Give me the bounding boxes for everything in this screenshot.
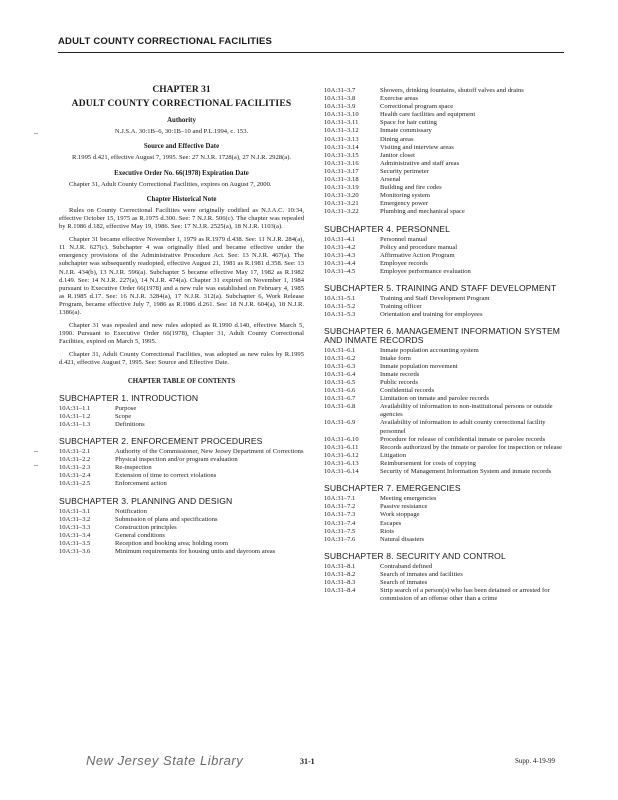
- section-title: Employee performance evaluation: [380, 267, 471, 275]
- section-number: 10A:31–3.21: [324, 200, 359, 208]
- section-title: Employee records: [380, 259, 428, 267]
- section-number: 10A:31–8.4: [324, 587, 356, 595]
- section-number: 10A:31–8.3: [324, 579, 356, 587]
- section-title: Emergency power: [380, 200, 429, 208]
- section-title: Reception and booking area; holding room: [115, 540, 228, 548]
- subchapter-heading: SUBCHAPTER 7. EMERGENCIES: [324, 483, 461, 494]
- toc-entry: [324, 119, 566, 127]
- section-title: Purpose: [115, 404, 137, 412]
- toc-entry: [324, 87, 566, 95]
- historical-note-paragraph: Rules on County Correctional Facilities were originally codified as N.J.A.C. 10:34, effective October 15, 1975 as R.1975 d.300. See: 7 N.J.R. 506(c). The chapter was repealed by R.1986 d.182, effective May 19, 1986. See: 17 N.J.R. 2525(a), 18 N.J.R. 1103(a).: [59, 206, 304, 231]
- toc-entry: [324, 444, 566, 452]
- historical-note-heading: Chapter Historical Note: [146, 195, 217, 203]
- toc-entry: [324, 144, 566, 152]
- section-title: Arsenal: [380, 176, 401, 184]
- toc-entry: [324, 168, 566, 176]
- toc-entry: [324, 511, 566, 519]
- toc-entry: [324, 371, 566, 379]
- section-number: 10A:31–1.3: [59, 420, 91, 428]
- chapter-number: CHAPTER 31: [152, 85, 211, 95]
- toc-entry: [324, 587, 566, 603]
- section-title: Space for hair cutting: [380, 119, 437, 127]
- toc-entry: [324, 347, 566, 355]
- toc-entry: [324, 244, 566, 252]
- section-number: 10A:31–6.2: [324, 354, 356, 362]
- subchapter-heading: SUBCHAPTER 1. INTRODUCTION: [59, 392, 199, 403]
- subchapter-heading: SUBCHAPTER 8. SECURITY AND CONTROL: [324, 550, 506, 561]
- section-title: Janitor closet: [380, 151, 415, 159]
- section-number: 10A:31–6.3: [324, 362, 356, 370]
- section-title: Orientation and training for employees: [380, 311, 483, 319]
- section-title: Exercise areas: [380, 95, 418, 103]
- toc-entry: [324, 200, 566, 208]
- toc-entry: [324, 528, 566, 536]
- section-number: 10A:31–6.14: [324, 468, 359, 476]
- section-title: Search of inmates and facilities: [380, 570, 463, 578]
- toc-entry: [324, 495, 566, 503]
- toc-entry: [59, 524, 304, 532]
- section-title: Riots: [380, 527, 394, 535]
- section-number: 10A:31–2.5: [59, 480, 91, 488]
- section-number: 10A:31–3.20: [324, 192, 359, 200]
- toc-entry: [324, 452, 566, 460]
- section-title: Procedure for release of confidential inmate or parolee records: [380, 435, 546, 443]
- margin-mark-icon: ‒: [34, 446, 38, 455]
- section-title: Extension of time to correct violations: [115, 472, 217, 480]
- toc-entry: [324, 136, 566, 144]
- section-number: 10A:31–3.12: [324, 127, 359, 135]
- section-number: 10A:31–6.9: [324, 419, 356, 427]
- section-title: Records authorized by the inmate or parolee for inspection or release: [380, 443, 562, 451]
- executive-order-text: Chapter 31, Adult County Correctional Facilities, expires on August 7, 2000.: [69, 180, 272, 188]
- section-title: Minimum requirements for housing units and dayroom areas: [115, 548, 276, 556]
- section-title: Reimbursement for costs of copying: [380, 459, 476, 467]
- toc-entry: [324, 111, 566, 119]
- section-number: 10A:31–6.11: [324, 443, 359, 451]
- section-number: 10A:31–4.1: [324, 235, 356, 243]
- section-number: 10A:31–3.9: [324, 103, 356, 111]
- toc-entry: [324, 536, 566, 544]
- section-number: 10A:31–3.17: [324, 167, 359, 175]
- section-number: 10A:31–4.5: [324, 267, 356, 275]
- section-title: Inmate population accounting system: [380, 346, 479, 354]
- toc-entry: [324, 268, 566, 276]
- margin-mark-icon: ‒: [34, 460, 38, 469]
- toc-entry: [324, 355, 566, 363]
- section-title: Health care facilities and equipment: [380, 111, 476, 119]
- toc-entry: [324, 363, 566, 371]
- toc-entry: [324, 436, 566, 444]
- historical-note-paragraph: Chapter 31 was repealed and new rules adopted as R.1990 d.140, effective March 5, 1990. Pursuant to Executive Order 66(1978), Chapter 31, Adult County Correctional Facilities, expired on March 5, 1995.: [59, 322, 304, 346]
- section-title: Security perimeter: [380, 167, 429, 175]
- toc-entry: [324, 403, 566, 419]
- section-title: Policy and procedure manual: [380, 243, 458, 251]
- section-number: 10A:31–1.2: [59, 412, 91, 420]
- running-header: ADULT COUNTY CORRECTIONAL FACILITIES: [58, 36, 273, 47]
- toc-entry: [324, 419, 566, 435]
- toc-entry: [324, 468, 566, 476]
- toc-entry: [324, 103, 566, 111]
- section-number: 10A:31–2.1: [59, 448, 91, 456]
- toc-entry: [324, 563, 566, 571]
- section-title: Showers, drinking fountains, shutoff valves and drains: [380, 87, 524, 94]
- section-number: 10A:31–7.3: [324, 511, 356, 519]
- toc-entry: [324, 208, 566, 216]
- toc-entry: [59, 548, 304, 556]
- toc-entry: [324, 303, 566, 311]
- toc-entry: [324, 387, 566, 395]
- authority-heading: Authority: [167, 117, 196, 125]
- section-title: Administrative and staff areas: [380, 159, 460, 167]
- section-number: 10A:31–6.8: [324, 403, 356, 411]
- section-title: Natural disasters: [380, 535, 425, 543]
- toc-entry: [59, 421, 304, 429]
- section-number: 10A:31–2.3: [59, 464, 91, 472]
- section-number: 10A:31–1.1: [59, 404, 91, 412]
- section-number: 10A:31–6.5: [324, 379, 356, 386]
- section-title: Work stoppage: [380, 511, 420, 519]
- toc-entry: [59, 456, 304, 464]
- section-number: 10A:31–6.4: [324, 370, 356, 378]
- section-title: Contraband defined: [380, 562, 433, 570]
- toc-entry: [324, 160, 566, 168]
- section-number: 10A:31–8.2: [324, 570, 356, 578]
- toc-left: [59, 394, 304, 557]
- section-title: Monitoring system: [380, 192, 431, 200]
- subchapter-heading: SUBCHAPTER 3. PLANNING AND DESIGN: [59, 495, 233, 506]
- section-number: 10A:31–6.7: [324, 395, 356, 403]
- section-number: 10A:31–3.16: [324, 159, 359, 167]
- section-number: 10A:31–3.7: [324, 87, 356, 94]
- section-title: Enforcement action: [115, 480, 167, 488]
- section-title: Dining areas: [380, 135, 414, 143]
- section-number: 10A:31–7.2: [324, 503, 356, 511]
- section-number: 10A:31–6.6: [324, 387, 356, 395]
- section-number: 10A:31–3.22: [324, 208, 359, 216]
- toc-right-continued: [324, 87, 566, 217]
- toc-entry: [324, 311, 566, 319]
- section-number: 10A:31–3.3: [59, 523, 91, 531]
- section-title: General conditions: [115, 531, 165, 539]
- section-title: Scope: [115, 412, 132, 420]
- historical-note-paragraph: Chapter 31 became effective November 1, 1979 as R.1979 d.438. See: 11 N.J.R. 284(a), 11 N.J.R. 627(c). Subchapter 4 was originally filed and became effective under the emergency provisions of the Administrative Procedure Act. See: 13 N.J.R. 467(a). The subchapter was subsequently readopted, effective August 21, 1981 as R.1981 d.358. See: 13 N.J.R. 434(b), 13 N.J.R. 596(a). Subchapter 5 became effective May 17, 1982 as R.1982 d.149. See: 14 N.J.R. 227(a), 14 N.J.R. 474(a). Chapter 31 expired on November 1, 1984 pursuant to Executive Order 66(1978) and a new rule was established on February 4, 1985 as R.1985 d.17. See: 16 N.J.R. 3284(a), 17 N.J.R. 312(a). Subchapter 6, Work Release Program, became effective July 7, 1986 as R.1986 d.261. See: 18 N.J.R. 604(a), 18 N.J.R. 1386(a).: [59, 236, 304, 316]
- toc-entry: [59, 508, 304, 516]
- section-number: 10A:31–3.18: [324, 176, 359, 184]
- section-number: 10A:31–3.10: [324, 111, 359, 119]
- section-number: 10A:31–2.2: [59, 456, 91, 464]
- toc-entry: [59, 516, 304, 524]
- toc-entry: [59, 405, 304, 413]
- section-number: 10A:31–6.12: [324, 451, 359, 459]
- section-title: Confidential records: [380, 387, 435, 395]
- toc-entry: [59, 464, 304, 472]
- section-title: Inmate records: [380, 370, 420, 378]
- toc-entry: [59, 532, 304, 540]
- section-title: Re-inspection: [115, 464, 152, 472]
- section-number: 10A:31–4.3: [324, 251, 356, 259]
- section-number: 10A:31–7.6: [324, 535, 356, 543]
- section-number: 10A:31–3.8: [324, 95, 356, 103]
- subchapter-heading: SUBCHAPTER 2. ENFORCEMENT PROCEDURES: [59, 436, 263, 446]
- section-title: Inmate population movement: [380, 362, 458, 370]
- toc-entry: [324, 127, 566, 135]
- section-title: Training and Staff Development Program: [380, 295, 490, 303]
- toc-entry: [324, 379, 566, 387]
- section-title: Building and fire codes: [380, 184, 442, 192]
- toc-entry: [59, 413, 304, 421]
- section-number: 10A:31–4.4: [324, 259, 356, 267]
- toc-entry: [324, 184, 566, 192]
- section-title: Training officer: [380, 303, 422, 311]
- toc-entry: [324, 395, 566, 403]
- section-number: 10A:31–3.1: [59, 507, 91, 515]
- subchapter-heading: SUBCHAPTER 5. TRAINING AND STAFF DEVELOPMENT: [324, 283, 557, 294]
- header-rule: [58, 52, 564, 53]
- section-title: Security of Management Information System and inmate records: [380, 468, 552, 476]
- section-title: Visiting and interview areas: [380, 143, 454, 151]
- toc-entry: [324, 503, 566, 511]
- section-title: Public records: [380, 379, 418, 386]
- section-number: 10A:31–3.15: [324, 151, 359, 159]
- section-number: 10A:31–6.10: [324, 435, 359, 443]
- toc-entry: [324, 460, 566, 468]
- section-title: Litigation: [380, 451, 407, 459]
- section-title: Affirmative Action Program: [380, 251, 455, 259]
- toc-entry: [324, 260, 566, 268]
- section-number: 10A:31–2.4: [59, 472, 91, 480]
- section-number: 10A:31–3.5: [59, 540, 91, 548]
- section-title: Submission of plans and specifications: [115, 515, 218, 523]
- section-title: Availability of information to adult county correctional facility personnel: [380, 419, 546, 435]
- toc-entry: [324, 252, 566, 260]
- section-title: Construction principles: [115, 523, 177, 531]
- section-number: 10A:31–3.13: [324, 135, 359, 143]
- section-number: 10A:31–3.11: [324, 119, 359, 127]
- section-title: Authority of the Commissioner, New Jersey Department of Corrections: [115, 448, 304, 456]
- supplement-date: Supp. 4-19-99: [515, 757, 556, 765]
- section-number: 10A:31–6.1: [324, 346, 356, 354]
- historical-note-paragraph: Chapter 31, Adult County Correctional Facilities, was adopted as new rules by R.1995 d.421, effective August 7, 1995. See: Source and Effective Date.: [59, 351, 304, 367]
- section-title: Personnel manual: [380, 235, 428, 243]
- executive-order-heading: Executive Order No. 66(1978) Expiration Date: [114, 169, 249, 177]
- section-number: 10A:31–3.4: [59, 531, 91, 539]
- section-number: 10A:31–3.2: [59, 515, 91, 523]
- section-number: 10A:31–3.19: [324, 184, 359, 192]
- margin-mark-icon: ‒: [34, 128, 38, 137]
- section-number: 10A:31–5.3: [324, 311, 356, 319]
- section-number: 10A:31–3.6: [59, 548, 91, 556]
- section-number: 10A:31–8.1: [324, 562, 356, 570]
- section-title: Correctional program space: [380, 103, 454, 111]
- toc-entry: [59, 448, 304, 456]
- subchapter-heading: SUBCHAPTER 6. MANAGEMENT INFORMATION SYSTEM AND INMATE RECORDS: [324, 326, 561, 345]
- right-column: [324, 87, 566, 603]
- source-text: R.1995 d.421, effective August 7, 1995. See: 27 N.J.R. 1728(a), 27 N.J.R. 2928(a).: [71, 154, 292, 162]
- section-number: 10A:31–5.2: [324, 303, 356, 311]
- toc-entry: [59, 480, 304, 488]
- section-title: Strip search of a person(s) who has been detained or arrested for commission of an offense other than a crime: [380, 587, 550, 603]
- section-title: Availability of information to non-institutional persons or outside agencies: [380, 403, 553, 419]
- library-stamp: New Jersey State Library: [86, 753, 244, 768]
- section-title: Plumbing and mechanical space: [380, 208, 465, 216]
- toc-entry: [59, 540, 304, 548]
- section-title: Limitation on inmate and parolee records: [380, 395, 489, 403]
- toc-entry: [324, 579, 566, 587]
- section-number: 10A:31–3.14: [324, 143, 359, 151]
- section-number: 10A:31–7.4: [324, 519, 356, 527]
- toc-entry: [324, 295, 566, 303]
- toc-entry: [324, 152, 566, 160]
- section-title: Escapes: [380, 519, 402, 527]
- left-column: [59, 86, 304, 556]
- section-number: 10A:31–5.1: [324, 295, 356, 303]
- section-title: Passive resistance: [380, 503, 428, 511]
- authority-text: N.J.S.A. 30:1B–6, 30:1B–10 and P.L.1994, c. 153.: [114, 128, 249, 136]
- section-title: Search of inmates: [380, 579, 428, 587]
- toc-entry: [324, 192, 566, 200]
- section-title: Definitions: [115, 420, 145, 428]
- page-number: 31-1: [300, 757, 315, 766]
- toc-entry: [59, 472, 304, 480]
- section-title: Meeting emergencies: [380, 495, 437, 503]
- toc-right: [324, 225, 566, 604]
- section-title: Notification: [115, 507, 147, 515]
- subchapter-heading: SUBCHAPTER 4. PERSONNEL: [324, 223, 450, 234]
- section-number: 10A:31–7.1: [324, 495, 356, 503]
- toc-entry: [324, 520, 566, 528]
- toc-heading: CHAPTER TABLE OF CONTENTS: [127, 377, 236, 385]
- toc-entry: [324, 236, 566, 244]
- section-title: Physical inspection and/or program evaluation: [115, 456, 238, 464]
- section-number: 10A:31–6.13: [324, 459, 359, 467]
- source-heading: Source and Effective Date: [143, 143, 220, 151]
- toc-entry: [324, 571, 566, 579]
- chapter-title: ADULT COUNTY CORRECTIONAL FACILITIES: [71, 99, 292, 110]
- section-number: 10A:31–4.2: [324, 243, 356, 251]
- section-number: 10A:31–7.5: [324, 527, 356, 535]
- toc-entry: [324, 95, 566, 103]
- section-title: Inmate commissary: [380, 127, 432, 135]
- section-title: Intake form: [380, 354, 411, 362]
- toc-entry: [324, 176, 566, 184]
